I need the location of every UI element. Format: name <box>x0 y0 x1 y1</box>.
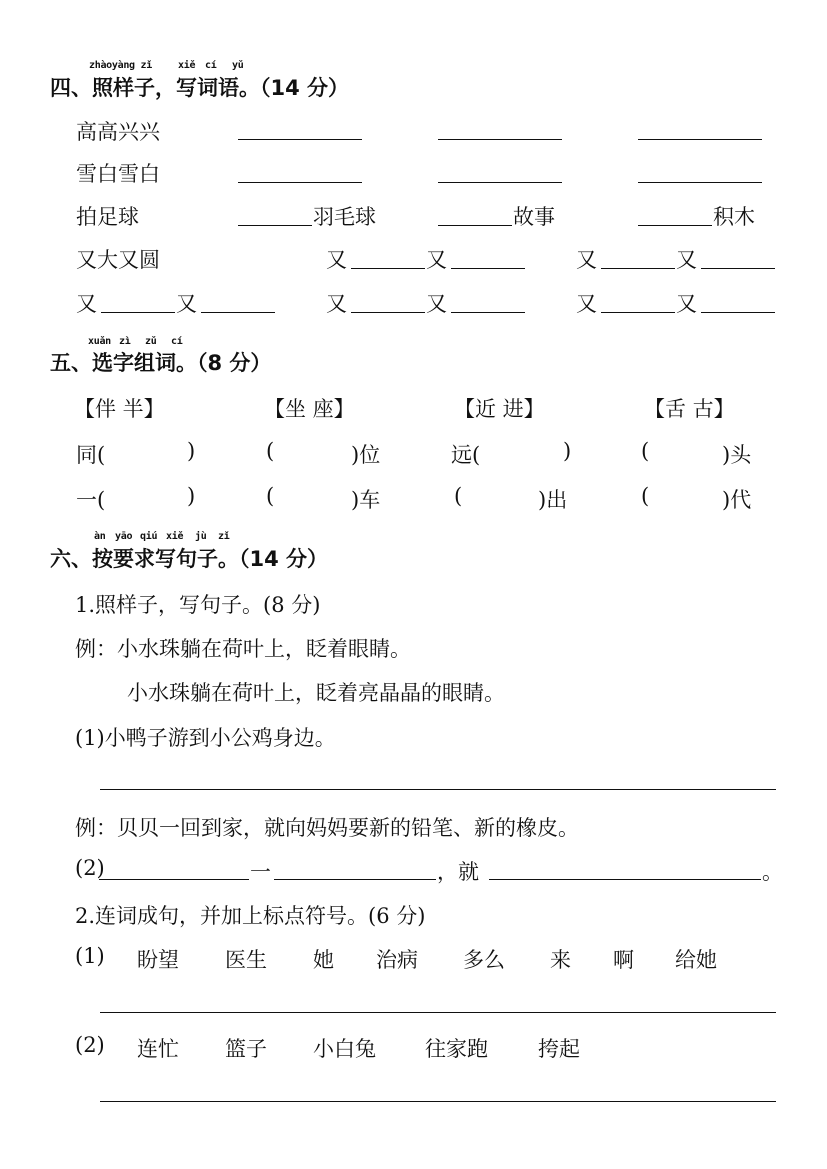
char-group: 【伴 半】 <box>74 397 165 421</box>
fill-left: ( <box>641 484 650 508</box>
you-char: 又 <box>76 292 97 316</box>
question-2-label: 2.连词成句，并加上标点符号。(6 分) <box>75 904 426 928</box>
fill-left: 同( <box>76 443 106 467</box>
answer-line[interactable] <box>100 789 776 790</box>
answer-blank[interactable] <box>238 225 312 226</box>
answer-blank[interactable] <box>101 312 175 313</box>
fill-left: ( <box>641 439 650 463</box>
pinyin-yao: yāo <box>115 531 133 542</box>
period-text: 。 <box>762 860 783 884</box>
word-tile: 啊 <box>613 948 634 972</box>
you-char: 又 <box>676 292 697 316</box>
question-item-label: (1) <box>75 944 105 968</box>
answer-blank[interactable] <box>638 182 762 183</box>
you-char: 又 <box>426 292 447 316</box>
fill-left: ( <box>266 484 275 508</box>
answer-blank[interactable] <box>438 182 562 183</box>
answer-blank[interactable] <box>701 268 775 269</box>
word-tile: 小白兔 <box>313 1037 376 1061</box>
answer-blank[interactable] <box>451 312 525 313</box>
char-group: 【近 进】 <box>454 397 545 421</box>
pinyin-zu: zǔ <box>145 336 157 347</box>
pinyin-zi: zì <box>119 336 131 347</box>
connector-text: 一 <box>250 860 271 884</box>
answer-blank[interactable] <box>489 879 761 880</box>
pinyin-xie: xiě <box>166 531 184 542</box>
section6-title: 六、按要求写句子。（14 分） <box>50 547 329 571</box>
answer-blank[interactable] <box>238 182 362 183</box>
pinyin-xie: xiě <box>178 60 196 71</box>
char-group: 【坐 座】 <box>264 397 355 421</box>
question-item: (1)小鸭子游到小公鸡身边。 <box>75 726 336 750</box>
word-tile: 挎起 <box>538 1037 580 1061</box>
word-tile: 她 <box>313 948 334 972</box>
question-item-label: (2) <box>75 856 105 880</box>
answer-blank[interactable] <box>451 268 525 269</box>
example-word: 高高兴兴 <box>76 120 160 144</box>
example-sentence: 例：贝贝一回到家，就向妈妈要新的铅笔、新的橡皮。 <box>75 816 579 840</box>
fill-right: ) <box>187 484 196 508</box>
example-word: 又大又圆 <box>76 248 160 272</box>
word-tile: 给她 <box>675 948 717 972</box>
example-word: 雪白雪白 <box>76 162 160 186</box>
you-char: 又 <box>576 248 597 272</box>
you-char: 又 <box>576 292 597 316</box>
section4-title: 四、照样子，写词语。（14 分） <box>50 76 350 100</box>
word-tile: 来 <box>550 948 571 972</box>
answer-blank[interactable] <box>601 268 675 269</box>
answer-blank[interactable] <box>701 312 775 313</box>
word-tile: 治病 <box>376 948 418 972</box>
you-char: 又 <box>426 248 447 272</box>
word-tile: 医生 <box>225 948 267 972</box>
fill-right: ) <box>187 439 196 463</box>
you-char: 又 <box>326 292 347 316</box>
example-sentence: 小水珠躺在荷叶上，眨着亮晶晶的眼睛。 <box>127 681 505 705</box>
fill-left: ( <box>266 439 275 463</box>
word-tile: 篮子 <box>225 1037 267 1061</box>
word-suffix: 羽毛球 <box>313 205 376 229</box>
answer-blank[interactable] <box>638 225 712 226</box>
fill-left: ( <box>454 484 463 508</box>
word-tile: 多么 <box>463 948 505 972</box>
pinyin-zhaoyangzi: zhàoyàng zǐ <box>89 60 152 71</box>
you-char: 又 <box>676 248 697 272</box>
question-1-label: 1.照样子，写句子。(8 分) <box>75 593 321 617</box>
answer-blank[interactable] <box>238 139 362 140</box>
question-item-label: (2) <box>75 1033 105 1057</box>
fill-right: )车 <box>351 488 381 512</box>
answer-line[interactable] <box>100 1012 776 1013</box>
example-word: 拍足球 <box>76 205 139 229</box>
section5-title: 五、选字组词。（8 分） <box>50 351 272 375</box>
fill-left: 远( <box>451 443 481 467</box>
word-tile: 盼望 <box>137 948 179 972</box>
char-group: 【舌 古】 <box>644 397 735 421</box>
answer-blank[interactable] <box>351 268 425 269</box>
answer-line[interactable] <box>100 1101 776 1102</box>
word-suffix: 积木 <box>713 205 755 229</box>
answer-blank[interactable] <box>438 225 512 226</box>
answer-blank[interactable] <box>438 139 562 140</box>
word-tile: 连忙 <box>137 1037 179 1061</box>
pinyin-an: àn <box>94 531 106 542</box>
answer-blank[interactable] <box>99 879 249 880</box>
answer-blank[interactable] <box>351 312 425 313</box>
answer-blank[interactable] <box>601 312 675 313</box>
example-sentence: 例：小水珠躺在荷叶上，眨着眼睛。 <box>75 637 411 661</box>
pinyin-ci: cí <box>171 336 183 347</box>
word-tile: 往家跑 <box>425 1037 488 1061</box>
you-char: 又 <box>176 292 197 316</box>
answer-blank[interactable] <box>638 139 762 140</box>
pinyin-xuan: xuǎn <box>88 336 111 347</box>
pinyin-yu: yǔ <box>232 60 244 71</box>
fill-right: )出 <box>538 488 568 512</box>
pinyin-qiu: qiú <box>140 531 158 542</box>
word-suffix: 故事 <box>513 205 555 229</box>
fill-right: ) <box>563 439 572 463</box>
pinyin-ju: jù <box>195 531 207 542</box>
fill-left: 一( <box>76 488 106 512</box>
fill-right: )位 <box>351 443 381 467</box>
you-char: 又 <box>326 248 347 272</box>
pinyin-ci: cí <box>205 60 217 71</box>
pinyin-zi: zǐ <box>218 531 230 542</box>
answer-blank[interactable] <box>201 312 275 313</box>
fill-right: )代 <box>722 488 752 512</box>
fill-right: )头 <box>722 443 752 467</box>
answer-blank[interactable] <box>274 879 436 880</box>
connector-text: ，就 <box>437 860 479 884</box>
